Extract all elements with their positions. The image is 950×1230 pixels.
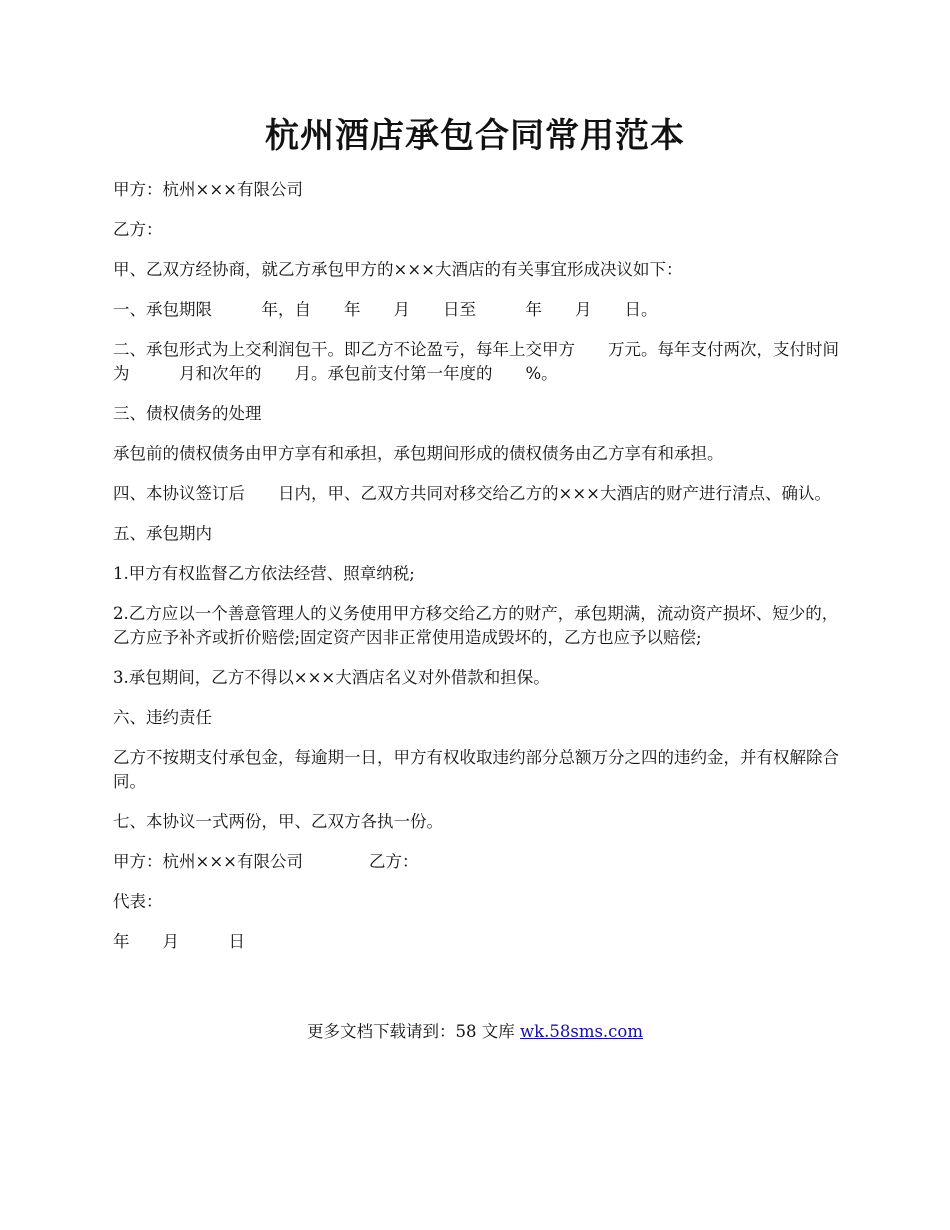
clause-2-form: 二、承包形式为上交利润包干。即乙方不论盈亏，每年上交甲方 万元。每年支付两次，支付时间为 月和次年的 月。承包前支付第一年度的 %。 (113, 340, 839, 383)
clause-5-item-1: 1.甲方有权监督乙方依法经营、照章纳税; (113, 564, 415, 583)
clause-1-term: 一、承包期限 年，自 年 月 日至 年 月 日。 (113, 300, 658, 319)
clause-5-heading: 五、承包期内 (113, 524, 212, 543)
footer-text: 更多文档下载请到：58 文库 (306, 1022, 520, 1041)
clause-5-item-3: 3.承包期间，乙方不得以×××大酒店名义对外借款和担保。 (113, 668, 550, 687)
signature-parties: 甲方：杭州×××有限公司 乙方： (113, 852, 419, 871)
signature-representative: 代表： (113, 892, 163, 911)
party-a-line: 甲方：杭州×××有限公司 (113, 180, 303, 199)
clause-4-inventory: 四、本协议签订后 日内，甲、乙双方共同对移交给乙方的×××大酒店的财产进行清点、确认。 (113, 484, 831, 503)
signature-date: 年 月 日 (113, 932, 245, 951)
download-footer (0, 1020, 950, 1044)
document-body (113, 178, 848, 970)
footer-link[interactable]: wk.58sms.com (519, 1022, 643, 1041)
clause-6-body: 乙方不按期支付承包金，每逾期一日，甲方有权收取违约部分总额万分之四的违约金，并有权解除合同。 (113, 748, 839, 791)
preamble-paragraph: 甲、乙双方经协商，就乙方承包甲方的×××大酒店的有关事宜形成决议如下： (113, 260, 683, 279)
clause-6-heading: 六、违约责任 (113, 708, 212, 727)
clause-7-copies: 七、本协议一式两份，甲、乙双方各执一份。 (113, 812, 443, 831)
document-title: 杭州酒店承包合同常用范本 (265, 116, 685, 156)
clause-3-heading: 三、债权债务的处理 (113, 404, 262, 423)
clause-5-item-2: 2.乙方应以一个善意管理人的义务使用甲方移交给乙方的财产，承包期满，流动资产损坏、短少的，乙方应予补齐或折价赔偿;固定资产因非正常使用造成毁坏的，乙方也应予以赔偿; (113, 604, 839, 647)
party-b-line: 乙方： (113, 220, 163, 239)
clause-3-body: 承包前的债权债务由甲方享有和承担，承包期间形成的债权债务由乙方享有和承担。 (113, 444, 724, 463)
